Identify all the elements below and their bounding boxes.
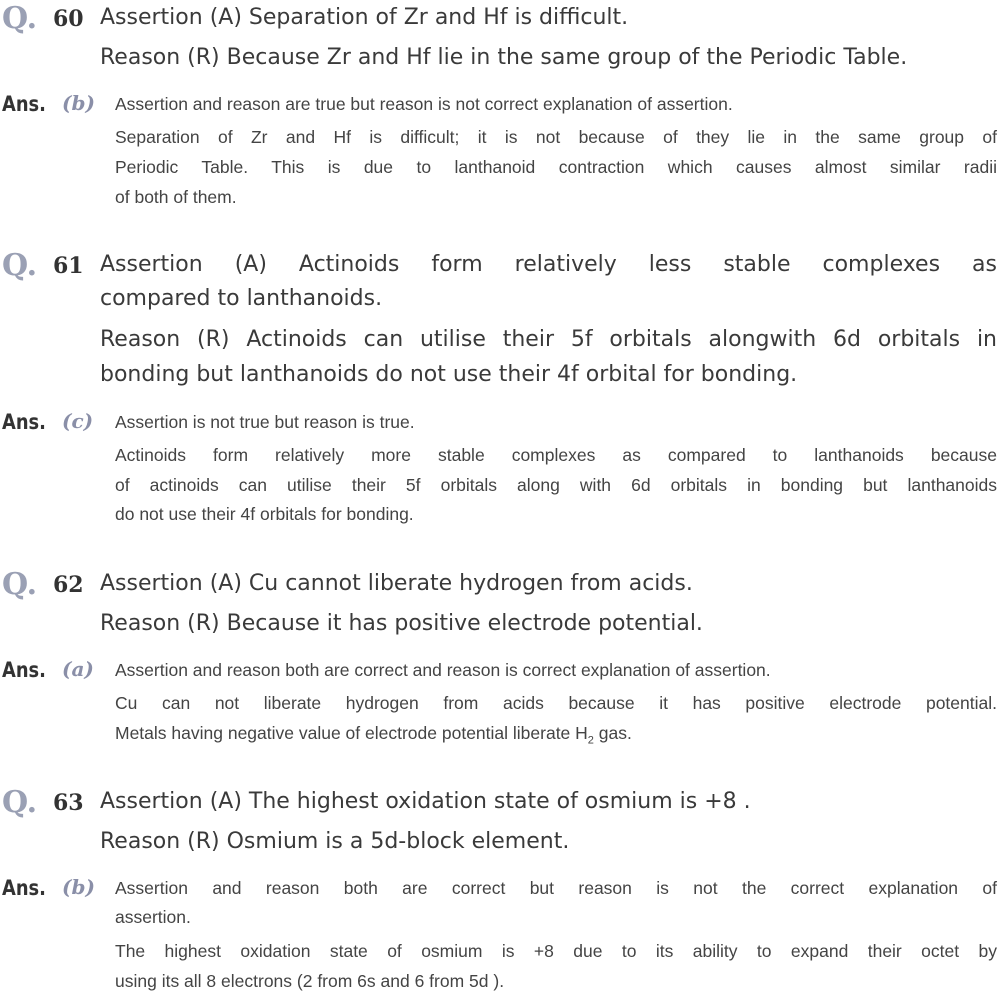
- assertion-text: Assertion (A) Actinoids form relatively less stable complexes as: [100, 252, 997, 277]
- assertion-text: Assertion (A) The highest oxidation state of osmium is +8 .: [100, 789, 751, 814]
- explanation-line: of actinoids can utilise their 5f orbitals along with 6d orbitals in bonding but lanthanoids: [115, 475, 997, 495]
- reason-text: Reason (R) Osmium is a 5d-block element.: [100, 829, 570, 854]
- answer-statement: Assertion and reason both are correct and reason is correct explanation of assertion.: [115, 660, 771, 680]
- answer-option: (b): [62, 91, 95, 115]
- assertion-text: Assertion (A) Separation of Zr and Hf is difficult.: [100, 5, 629, 30]
- answer-label: Ans.: [2, 658, 46, 682]
- q-marker: Q.: [2, 1, 38, 36]
- answer-option: (c): [62, 409, 94, 433]
- q-marker: Q.: [2, 567, 38, 602]
- explanation-line: do not use their 4f orbitals for bonding.: [115, 504, 414, 524]
- question-number: 60: [53, 6, 84, 32]
- reason-text: Reason (R) Actinoids can utilise their 5f orbitals alongwith 6d orbitals in: [100, 327, 997, 352]
- answer-statement: Assertion and reason both are correct but reason is not the correct explanation of: [115, 878, 997, 898]
- answer-option: (b): [62, 875, 95, 899]
- answer-option: (a): [62, 657, 94, 681]
- explanation-line: Actinoids form relatively more stable complexes as compared to lanthanoids because: [115, 445, 997, 465]
- explanation-line: Separation of Zr and Hf is difficult; it is not because of they lie in the same group of: [115, 127, 997, 147]
- answer-statement: Assertion and reason are true but reason is not correct explanation of assertion.: [115, 94, 733, 114]
- q-marker: Q.: [2, 785, 38, 820]
- explanation-text: gas.: [593, 723, 632, 743]
- subscript: 2: [587, 734, 594, 747]
- question-number: 61: [53, 253, 84, 279]
- explanation-line: The highest oxidation state of osmium is +8 due to its ability to expand their octet by: [115, 941, 997, 961]
- explanation-line: Periodic Table. This is due to lanthanoid contraction which causes almost similar radii: [115, 157, 997, 177]
- answer-statement: Assertion is not true but reason is true.: [115, 412, 415, 432]
- explanation-line: Cu can not liberate hydrogen from acids because it has positive electrode potential.: [115, 693, 997, 713]
- question-number: 62: [53, 572, 84, 598]
- assertion-text-cont: compared to lanthanoids.: [100, 286, 383, 311]
- assertion-text: Assertion (A) Cu cannot liberate hydrogen from acids.: [100, 571, 693, 596]
- explanation-line: [115, 723, 997, 747]
- reason-text: Reason (R) Because it has positive electrode potential.: [100, 611, 703, 636]
- explanation-line: using its all 8 electrons (2 from 6s and 6 from 5d ).: [115, 971, 505, 991]
- explanation-text: Metals having negative value of electrode potential liberate H: [115, 723, 588, 743]
- answer-statement-cont: assertion.: [115, 907, 191, 927]
- reason-text: Reason (R) Because Zr and Hf lie in the same group of the Periodic Table.: [100, 45, 908, 70]
- question-number: 63: [53, 790, 84, 816]
- explanation-line: of both of them.: [115, 187, 237, 207]
- q-marker: Q.: [2, 248, 38, 283]
- answer-label: Ans.: [2, 92, 46, 116]
- answer-label: Ans.: [2, 876, 46, 900]
- reason-text-cont: bonding but lanthanoids do not use their 4f orbital for bonding.: [100, 362, 798, 387]
- answer-label: Ans.: [2, 410, 46, 434]
